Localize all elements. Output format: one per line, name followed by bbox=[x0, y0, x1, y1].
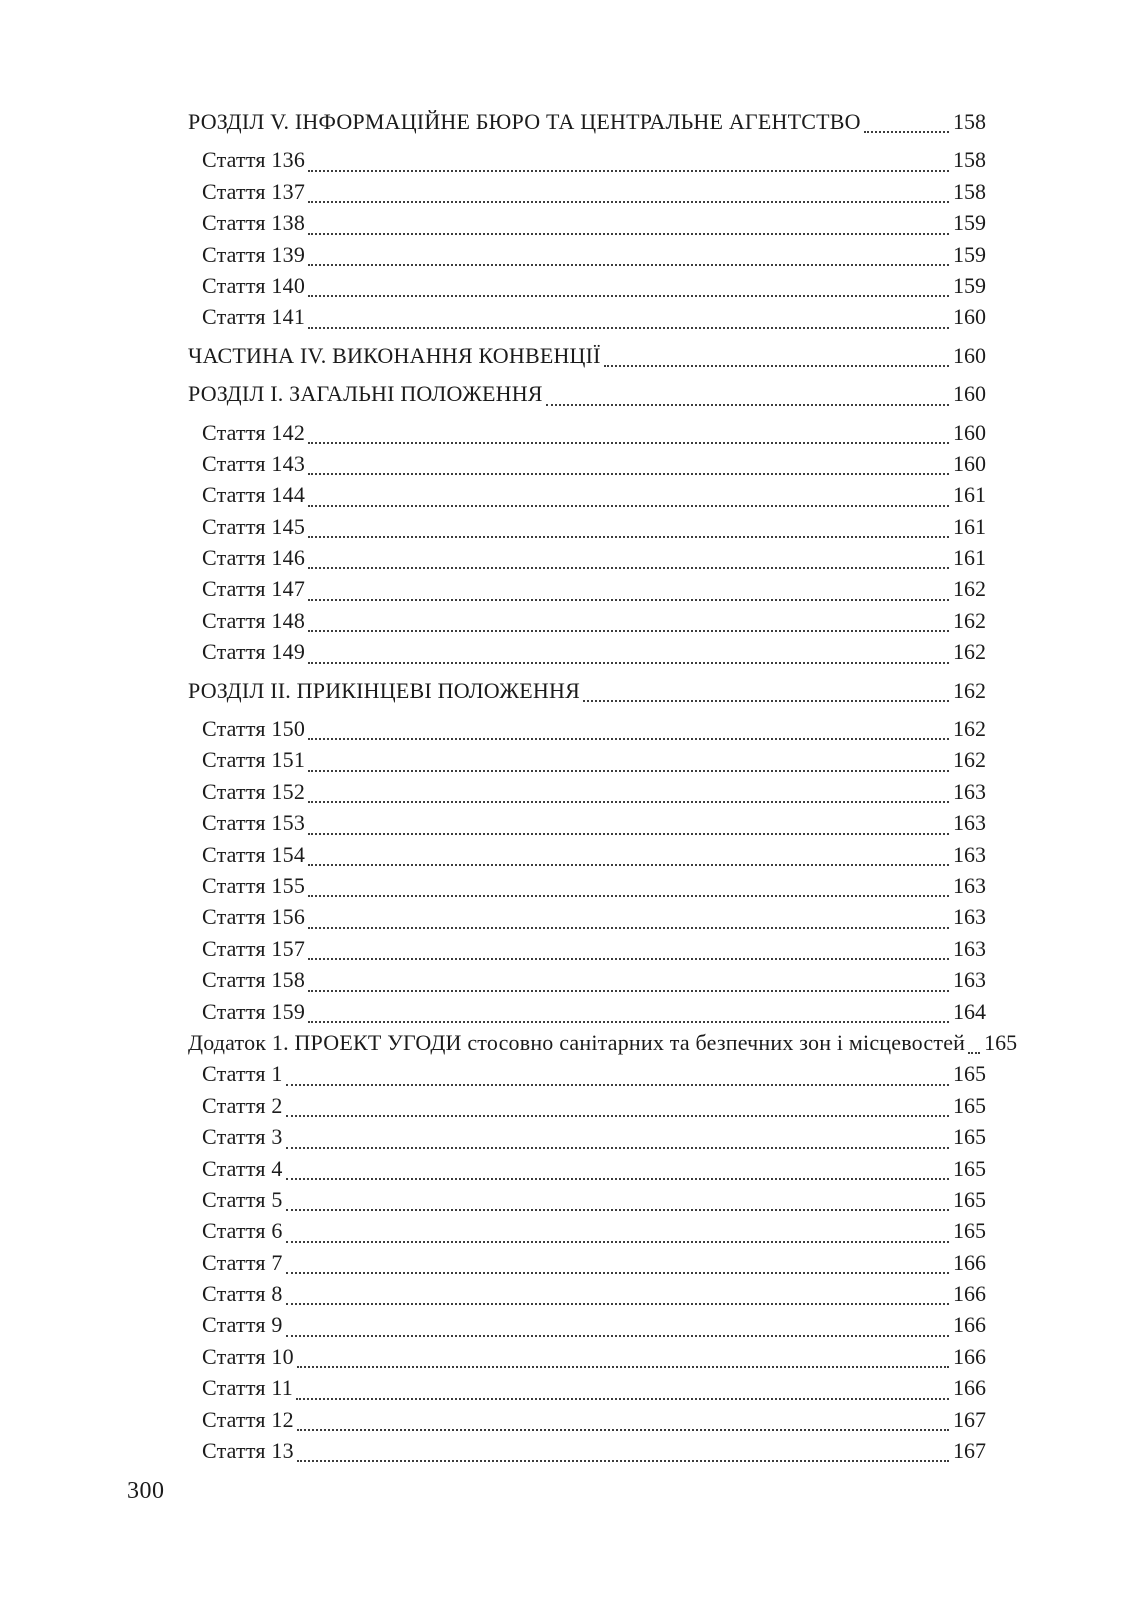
dot-leader-icon bbox=[308, 301, 949, 328]
toc-entry-label: Стаття 150 bbox=[202, 716, 306, 742]
toc-entry-page-number: 165 bbox=[953, 1092, 986, 1118]
toc-entry-label: Стаття 158 bbox=[202, 967, 306, 993]
toc-entry-page-number: 165 bbox=[953, 1155, 986, 1181]
toc-entry-label: Стаття 9 bbox=[202, 1312, 283, 1338]
toc-entry-article[interactable] bbox=[188, 511, 986, 542]
toc-entry-page-number: 159 bbox=[953, 241, 986, 267]
toc-entry-article[interactable] bbox=[188, 870, 986, 901]
toc-entry-article[interactable] bbox=[188, 1153, 986, 1184]
toc-entry-label: Стаття 141 bbox=[202, 304, 306, 330]
toc-entry-section[interactable] bbox=[188, 675, 986, 706]
toc-entry-article[interactable] bbox=[188, 605, 986, 636]
dot-leader-icon bbox=[308, 270, 949, 297]
toc-entry-page-number: 163 bbox=[953, 810, 986, 836]
dot-leader-icon bbox=[286, 1153, 949, 1180]
toc-entry-page-number: 163 bbox=[953, 967, 986, 993]
toc-entry-label: Стаття 144 bbox=[202, 482, 306, 508]
dot-leader-icon bbox=[286, 1058, 949, 1085]
toc-entry-label: Стаття 155 bbox=[202, 872, 306, 898]
dot-leader-icon bbox=[297, 1404, 949, 1431]
toc-entry-part[interactable] bbox=[188, 340, 986, 371]
toc-entry-article[interactable] bbox=[188, 1215, 986, 1246]
toc-entry-article[interactable] bbox=[188, 207, 986, 238]
dot-leader-icon bbox=[286, 1215, 949, 1242]
toc-entry-page-number: 166 bbox=[953, 1343, 986, 1369]
toc-entry-section[interactable] bbox=[188, 106, 986, 137]
toc-entry-page-number: 162 bbox=[953, 639, 986, 665]
toc-entry-label: Стаття 145 bbox=[202, 513, 306, 539]
toc-entry-label: РОЗДІЛ II. ПРИКІНЦЕВІ ПОЛОЖЕННЯ bbox=[188, 677, 580, 703]
toc-entry-label: Стаття 148 bbox=[202, 607, 306, 633]
toc-entry-label: ЧАСТИНА IV. ВИКОНАННЯ КОНВЕНЦІЇ bbox=[188, 342, 601, 368]
toc-entry-label: Стаття 154 bbox=[202, 841, 306, 867]
toc-entry-article[interactable] bbox=[188, 636, 986, 667]
toc-entry-article[interactable] bbox=[188, 542, 986, 573]
toc-entry-page-number: 164 bbox=[953, 998, 986, 1024]
dot-leader-icon bbox=[308, 144, 949, 171]
toc-entry-label: Стаття 157 bbox=[202, 935, 306, 961]
dot-leader-icon bbox=[308, 511, 949, 538]
dot-leader-icon bbox=[286, 1090, 949, 1117]
toc-entry-page-number: 162 bbox=[953, 747, 986, 773]
toc-entry-page-number: 163 bbox=[953, 841, 986, 867]
toc-entry-article[interactable] bbox=[188, 1278, 986, 1309]
toc-entry-label: Стаття 156 bbox=[202, 904, 306, 930]
toc-entry-article[interactable] bbox=[188, 996, 986, 1027]
toc-entry-label: Стаття 149 bbox=[202, 639, 306, 665]
toc-entry-label: Стаття 4 bbox=[202, 1155, 283, 1181]
toc-entry-label: РОЗДІЛ I. ЗАГАЛЬНІ ПОЛОЖЕННЯ bbox=[188, 381, 543, 407]
toc-entry-page-number: 165 bbox=[953, 1061, 986, 1087]
toc-entry-page-number: 159 bbox=[953, 210, 986, 236]
dot-leader-icon bbox=[308, 776, 949, 803]
toc-entry-page-number: 161 bbox=[953, 482, 986, 508]
toc-entry-page-number: 163 bbox=[953, 872, 986, 898]
toc-entry-article[interactable] bbox=[188, 713, 986, 744]
toc-entry-page-number: 160 bbox=[953, 342, 986, 368]
toc-entry-article[interactable] bbox=[188, 1372, 986, 1403]
dot-leader-icon bbox=[308, 839, 949, 866]
toc-entry-label: Стаття 2 bbox=[202, 1092, 283, 1118]
toc-entry-article[interactable] bbox=[188, 1309, 986, 1340]
toc-entry-article[interactable] bbox=[188, 270, 986, 301]
toc-entry-article[interactable] bbox=[188, 1090, 986, 1121]
toc-entry-page-number: 162 bbox=[953, 576, 986, 602]
toc-entry-page-number: 167 bbox=[953, 1438, 986, 1464]
toc-entry-label: Стаття 140 bbox=[202, 272, 306, 298]
toc-entry-page-number: 167 bbox=[953, 1406, 986, 1432]
dot-leader-icon bbox=[308, 417, 949, 444]
toc-entry-article[interactable] bbox=[188, 448, 986, 479]
toc-entry-label: Стаття 137 bbox=[202, 178, 306, 204]
toc-entry-article[interactable] bbox=[188, 417, 986, 448]
toc-entry-label: Стаття 151 bbox=[202, 747, 306, 773]
toc-entry-page-number: 165 bbox=[953, 1218, 986, 1244]
toc-entry-article[interactable] bbox=[188, 1341, 986, 1372]
toc-entry-page-number: 166 bbox=[953, 1375, 986, 1401]
toc-entry-page-number: 166 bbox=[953, 1281, 986, 1307]
toc-entry-label: Стаття 143 bbox=[202, 450, 306, 476]
toc-entry-label: Стаття 5 bbox=[202, 1186, 283, 1212]
toc-entry-annex[interactable] bbox=[188, 1027, 1018, 1058]
toc-entry-section[interactable] bbox=[188, 378, 986, 409]
dot-leader-icon bbox=[308, 964, 949, 991]
dot-leader-icon bbox=[308, 901, 949, 928]
toc-entry-article[interactable] bbox=[188, 776, 986, 807]
dot-leader-icon bbox=[308, 636, 949, 663]
toc-entry-page-number: 163 bbox=[953, 904, 986, 930]
dot-leader-icon bbox=[968, 1027, 980, 1054]
toc-entry-article[interactable] bbox=[188, 839, 986, 870]
toc-entry-page-number: 162 bbox=[953, 677, 986, 703]
toc-entry-label: Стаття 152 bbox=[202, 778, 306, 804]
dot-leader-icon bbox=[297, 1341, 949, 1368]
toc-entry-article[interactable] bbox=[188, 1247, 986, 1278]
dot-leader-icon bbox=[297, 1435, 949, 1462]
dot-leader-icon bbox=[864, 106, 949, 133]
dot-leader-icon bbox=[296, 1372, 949, 1399]
toc-entry-page-number: 160 bbox=[953, 381, 986, 407]
toc-entry-article[interactable] bbox=[188, 1404, 986, 1435]
dot-leader-icon bbox=[308, 207, 949, 234]
toc-entry-label: Стаття 11 bbox=[202, 1375, 294, 1401]
toc-entry-article[interactable] bbox=[188, 1184, 986, 1215]
toc-entry-article[interactable] bbox=[188, 176, 986, 207]
dot-leader-icon bbox=[286, 1309, 949, 1336]
toc-entry-article[interactable] bbox=[188, 479, 986, 510]
toc-entry-article[interactable] bbox=[188, 301, 986, 332]
toc-entry-label: Додаток 1. ПРОЕКТ УГОДИ стосовно санітарних та безпечних зон і місцевостей bbox=[188, 1029, 966, 1055]
toc-entry-label: Стаття 13 bbox=[202, 1438, 294, 1464]
toc-entry-label: Стаття 6 bbox=[202, 1218, 283, 1244]
toc-entry-page-number: 159 bbox=[953, 272, 986, 298]
dot-leader-icon bbox=[308, 933, 949, 960]
dot-leader-icon bbox=[286, 1278, 949, 1305]
toc-entry-page-number: 158 bbox=[953, 109, 986, 134]
toc-entry-label: Стаття 139 bbox=[202, 241, 306, 267]
dot-leader-icon bbox=[286, 1184, 949, 1211]
toc-entry-article[interactable] bbox=[188, 1435, 986, 1466]
dot-leader-icon bbox=[308, 870, 949, 897]
toc-entry-page-number: 165 bbox=[953, 1186, 986, 1212]
toc-entry-article[interactable] bbox=[188, 573, 986, 604]
toc-entry-page-number: 160 bbox=[953, 419, 986, 445]
toc-entry-label: РОЗДІЛ V. ІНФОРМАЦІЙНЕ БЮРО ТА ЦЕНТРАЛЬНЕ АГЕНТСТВО bbox=[188, 109, 861, 134]
toc-entry-page-number: 158 bbox=[953, 147, 986, 173]
toc-entry-label: Стаття 12 bbox=[202, 1406, 294, 1432]
dot-leader-icon bbox=[286, 1247, 949, 1274]
toc-entry-label: Стаття 10 bbox=[202, 1343, 294, 1369]
dot-leader-icon bbox=[308, 448, 949, 475]
toc-entry-article[interactable] bbox=[188, 144, 986, 175]
dot-leader-icon bbox=[308, 807, 949, 834]
toc-entry-label: Стаття 153 bbox=[202, 810, 306, 836]
dot-leader-icon bbox=[308, 744, 949, 771]
toc-entry-label: Стаття 7 bbox=[202, 1249, 283, 1275]
toc-entry-page-number: 165 bbox=[984, 1029, 1018, 1055]
dot-leader-icon bbox=[308, 713, 949, 740]
toc-entry-page-number: 158 bbox=[953, 178, 986, 204]
dot-leader-icon bbox=[308, 542, 949, 569]
toc-entry-page-number: 161 bbox=[953, 545, 986, 571]
toc-entry-page-number: 162 bbox=[953, 716, 986, 742]
toc-entry-article[interactable] bbox=[188, 1058, 986, 1089]
toc-entry-label: Стаття 159 bbox=[202, 998, 306, 1024]
toc-entry-label: Стаття 136 bbox=[202, 147, 306, 173]
dot-leader-icon bbox=[308, 605, 949, 632]
page-footer bbox=[127, 1478, 165, 1505]
dot-leader-icon bbox=[308, 239, 949, 266]
dot-leader-icon bbox=[286, 1121, 949, 1148]
dot-leader-icon bbox=[546, 378, 949, 405]
toc-entry-article[interactable] bbox=[188, 901, 986, 932]
toc-entry-label: Стаття 8 bbox=[202, 1281, 283, 1307]
toc-entry-page-number: 162 bbox=[953, 607, 986, 633]
toc-entry-article[interactable] bbox=[188, 807, 986, 838]
page-number: 300 bbox=[127, 1478, 165, 1504]
toc-entry-label: Стаття 138 bbox=[202, 210, 306, 236]
toc-entry-page-number: 166 bbox=[953, 1249, 986, 1275]
toc-entry-label: Стаття 3 bbox=[202, 1124, 283, 1150]
toc-entry-page-number: 165 bbox=[953, 1124, 986, 1150]
dot-leader-icon bbox=[308, 176, 949, 203]
toc-entry-label: Стаття 147 bbox=[202, 576, 306, 602]
toc-entry-article[interactable] bbox=[188, 239, 986, 270]
table-of-contents bbox=[188, 106, 1018, 1466]
toc-entry-page-number: 161 bbox=[953, 513, 986, 539]
dot-leader-icon bbox=[308, 996, 949, 1023]
toc-entry-page-number: 166 bbox=[953, 1312, 986, 1338]
toc-entry-article[interactable] bbox=[188, 744, 986, 775]
toc-entry-label: Стаття 142 bbox=[202, 419, 306, 445]
dot-leader-icon bbox=[604, 340, 949, 367]
toc-entry-page-number: 163 bbox=[953, 935, 986, 961]
toc-entry-article[interactable] bbox=[188, 933, 986, 964]
dot-leader-icon bbox=[308, 573, 949, 600]
toc-entry-label: Стаття 1 bbox=[202, 1061, 283, 1087]
toc-entry-page-number: 160 bbox=[953, 304, 986, 330]
toc-entry-label: Стаття 146 bbox=[202, 545, 306, 571]
toc-entry-page-number: 160 bbox=[953, 450, 986, 476]
dot-leader-icon bbox=[308, 479, 949, 506]
toc-entry-article[interactable] bbox=[188, 964, 986, 995]
toc-entry-article[interactable] bbox=[188, 1121, 986, 1152]
dot-leader-icon bbox=[583, 675, 949, 702]
toc-entry-page-number: 163 bbox=[953, 778, 986, 804]
